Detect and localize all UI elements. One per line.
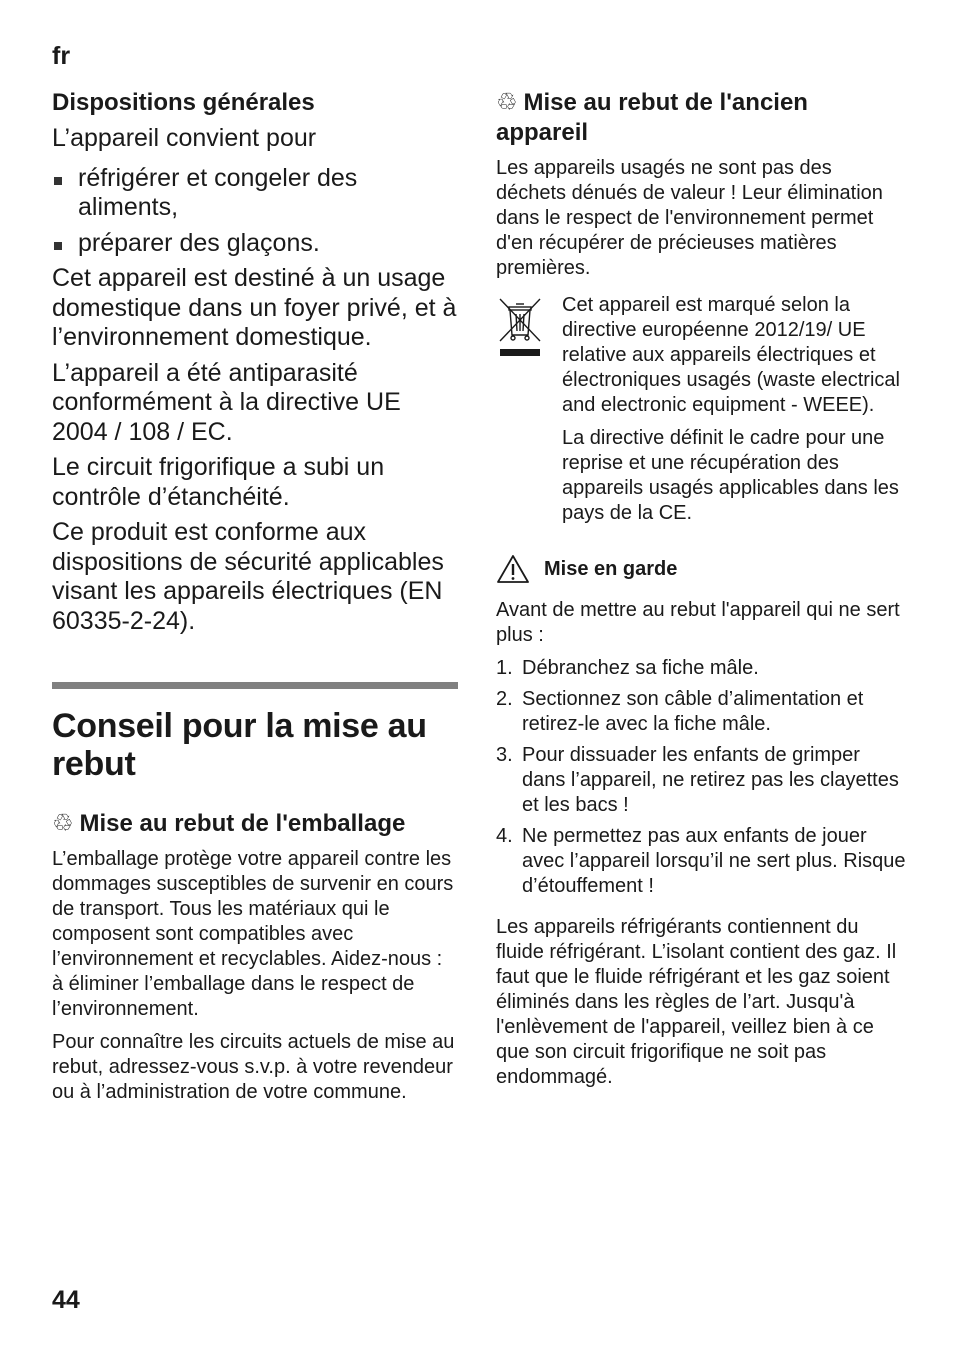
old-appliance-intro: Les appareils usagés ne sont pas des déchets dénués de valeur ! Leur élimination dans le respect de l'environnement permet d'en récupérer de précieuses matières premières. <box>496 157 883 279</box>
disposal-circuits-paragraph: Pour connaître les circuits actuels de mise au rebut, adressez-vous s.v.p. à votre revendeur ou à l’administration de votre commune. <box>52 1031 455 1103</box>
weee-directive-paragraph: Cet appareil est marqué selon la directive européenne 2012/19/ UE relative aux appareils électriques et électroniques usagés (waste electrical and electronic equipment - WEEE). <box>562 294 900 416</box>
right-column <box>496 88 906 1098</box>
list-item: réfrigérer et congeler des aliments, <box>52 164 458 223</box>
interference-paragraph: L’appareil a été antiparasité conformément à la directive UE 2004 / 108 / EC. <box>52 358 401 446</box>
language-marker: fr <box>52 42 71 70</box>
domestic-use-paragraph: Cet appareil est destiné à un usage domestique dans un foyer privé, et à l’environnement domestique. <box>52 264 457 351</box>
refrigerant-paragraph: Les appareils réfrigérants contiennent du fluide réfrigérant. L’isolant contient des gaz. Il faut que le fluide réfrigérant et les gaz soient éliminés dans les règles de l’art. Jusqu'à l'enlèvement de l'appareil, veillez bien à ce que son circuit frigorifique ne soit pas endommagé. <box>496 916 897 1088</box>
page-number: 44 <box>52 1286 80 1314</box>
weee-notice <box>496 293 906 534</box>
old-appliance-heading <box>496 88 906 148</box>
warning-steps <box>496 656 906 899</box>
warning-header <box>496 554 906 584</box>
list-item: 4. Ne permettez pas aux enfants de jouer avec l’appareil lorsqu’il ne sert plus. Risque d’étouffement ! <box>496 825 906 897</box>
usage-list <box>52 164 458 259</box>
disposal-advice-heading: Conseil pour la mise au rebut <box>52 707 427 783</box>
section-divider <box>52 682 458 689</box>
recycle-icon: ♲ <box>52 810 74 837</box>
warning-triangle-icon <box>496 554 530 584</box>
list-item: 2. Sectionnez son câble d’alimentation et retirez-le avec la fiche mâle. <box>496 688 864 735</box>
packaging-paragraph: L’emballage protège votre appareil contre les dommages susceptibles de survenir en cours de transport. Tous les matériaux qui le composent sont compatibles avec l’environnement et recyclables. Aidez-nous : à éliminer l’emballage dans le respect de l’environnement. <box>52 848 454 1020</box>
old-appliance-title: Mise au rebut de l'ancien appareil <box>496 89 808 146</box>
recycle-icon: ♲ <box>496 89 518 116</box>
warning-title: Mise en garde <box>544 557 678 580</box>
suitability-intro: L’appareil convient pour <box>52 124 317 152</box>
packaging-disposal-title: Mise au rebut de l'emballage <box>79 810 406 837</box>
crossed-bin-icon <box>496 297 544 361</box>
safety-compliance-paragraph: Ce produit est conforme aux dispositions de sécurité applicables visant les appareils électriques (EN 60335-2-24). <box>52 518 444 635</box>
list-item: 1. Débranchez sa fiche mâle. <box>496 657 759 679</box>
packaging-disposal-heading <box>52 809 458 839</box>
general-provisions-heading: Dispositions générales <box>52 89 315 116</box>
weee-framework-paragraph: La directive définit le cadre pour une reprise et une récupération des appareils usagés applicables dans les pays de la CE. <box>562 427 899 524</box>
leak-test-paragraph: Le circuit frigorifique a subi un contrôle d’étanchéité. <box>52 453 385 511</box>
list-item: 3. Pour dissuader les enfants de grimper dans l’appareil, ne retirez pas les clayettes et les bacs ! <box>496 744 899 816</box>
left-column <box>52 88 458 1113</box>
warning-intro: Avant de mettre au rebut l'appareil qui ne sert plus : <box>496 599 900 646</box>
list-item: préparer des glaçons. <box>52 229 458 259</box>
